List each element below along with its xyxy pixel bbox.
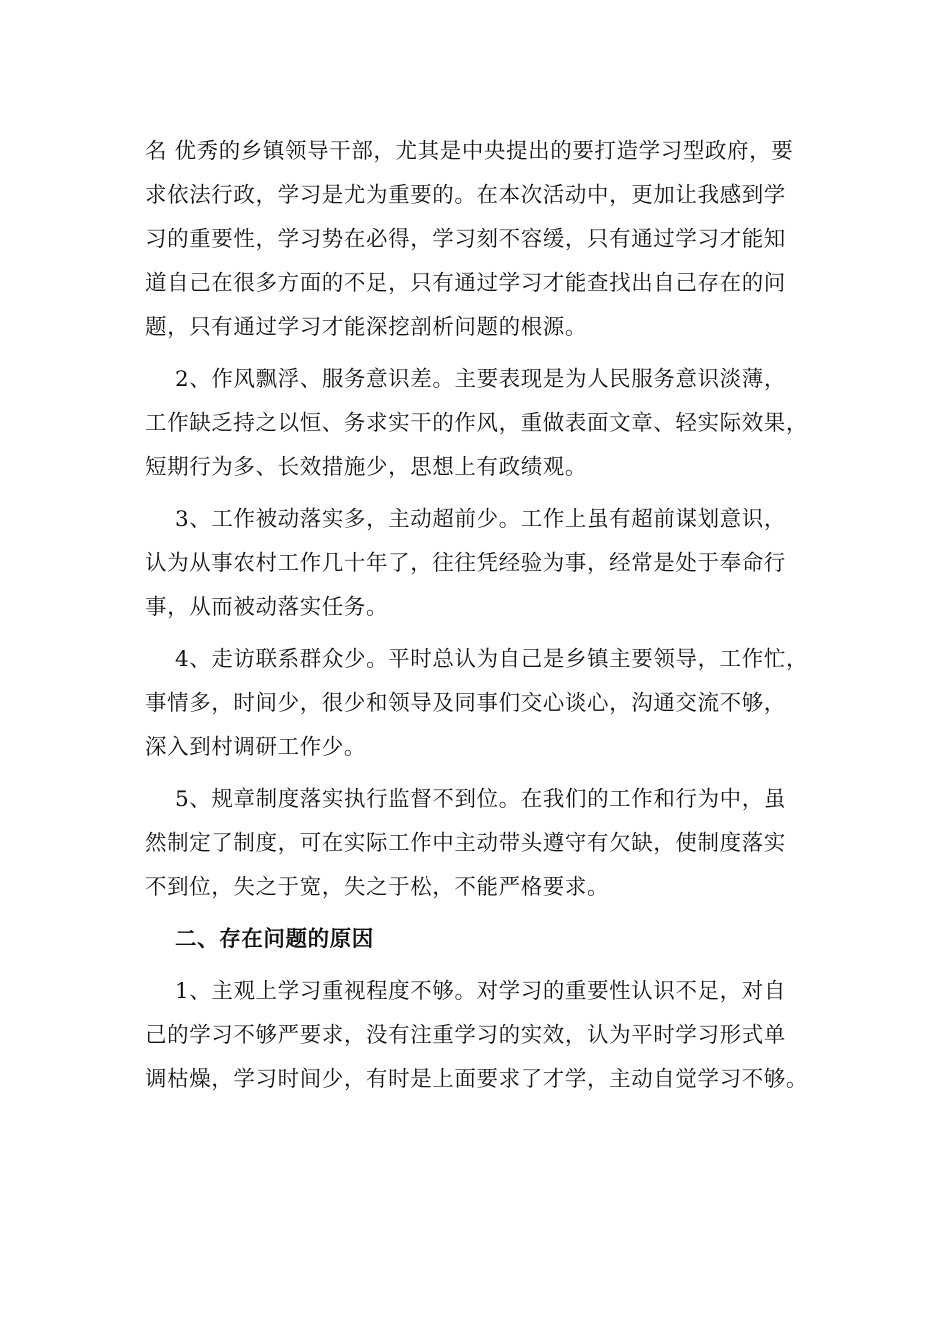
paragraph-section-item-1 — [145, 970, 810, 1102]
text-line: 己的学习不够严要求，没有注重学习的实效，认为平时学习形式单 — [145, 1023, 786, 1048]
text-line: 习的重要性，学习势在必得，学习刻不容缓，只有通过学习才能知 — [145, 227, 786, 252]
text-line: 认为从事农村工作几十年了，往往凭经验为事，经常是处于奉命行 — [145, 551, 786, 576]
text-line: 3、工作被动落实多，主动超前少。工作上虽有超前谋划意识， — [175, 507, 786, 532]
document-body — [145, 130, 810, 1102]
text-line: 深入到村调研工作少。 — [145, 735, 367, 760]
text-line: 名 优秀的乡镇领导干部，尤其是中央提出的要打造学习型政府，要 — [145, 139, 794, 164]
text-line: 道自己在很多方面的不足，只有通过学习才能查找出自己存在的问 — [145, 271, 786, 296]
text-line: 工作缺乏持之以恒、务求实干的作风，重做表面文章、轻实际效果， — [145, 411, 809, 436]
paragraph-item-2 — [145, 358, 810, 490]
text-line: 短期行为多、长效措施少，思想上有政绩观。 — [145, 455, 588, 480]
section-heading: 二、存在问题的原因 — [175, 927, 374, 952]
text-line: 5、规章制度落实执行监督不到位。在我们的工作和行为中，虽 — [175, 787, 786, 812]
text-line: 事情多，时间少，很少和领导及同事们交心谈心，沟通交流不够， — [145, 691, 786, 716]
paragraph-item-5 — [145, 778, 810, 910]
text-line: 求依法行政，学习是尤为重要的。在本次活动中，更加让我感到学 — [145, 183, 786, 208]
text-line: 4、走访联系群众少。平时总认为自己是乡镇主要领导，工作忙， — [175, 647, 809, 672]
text-line: 然制定了制度，可在实际工作中主动带头遵守有欠缺，使制度落实 — [145, 831, 786, 856]
text-line: 事，从而被动落实任务。 — [145, 595, 389, 620]
paragraph-item-4 — [145, 638, 810, 770]
paragraph-continued — [145, 130, 810, 350]
text-line: 2、作风飘浮、服务意识差。主要表现是为人民服务意识淡薄， — [175, 367, 786, 392]
text-line: 题，只有通过学习才能深挖剖析问题的根源。 — [145, 315, 588, 340]
text-line: 调枯燥，学习时间少，有时是上面要求了才学，主动自觉学习不够。 — [145, 1067, 809, 1092]
text-line: 1、主观上学习重视程度不够。对学习的重要性认识不足，对自 — [175, 979, 786, 1004]
text-line: 不到位，失之于宽，失之于松，不能严格要求。 — [145, 875, 610, 900]
paragraph-item-3 — [145, 498, 810, 630]
